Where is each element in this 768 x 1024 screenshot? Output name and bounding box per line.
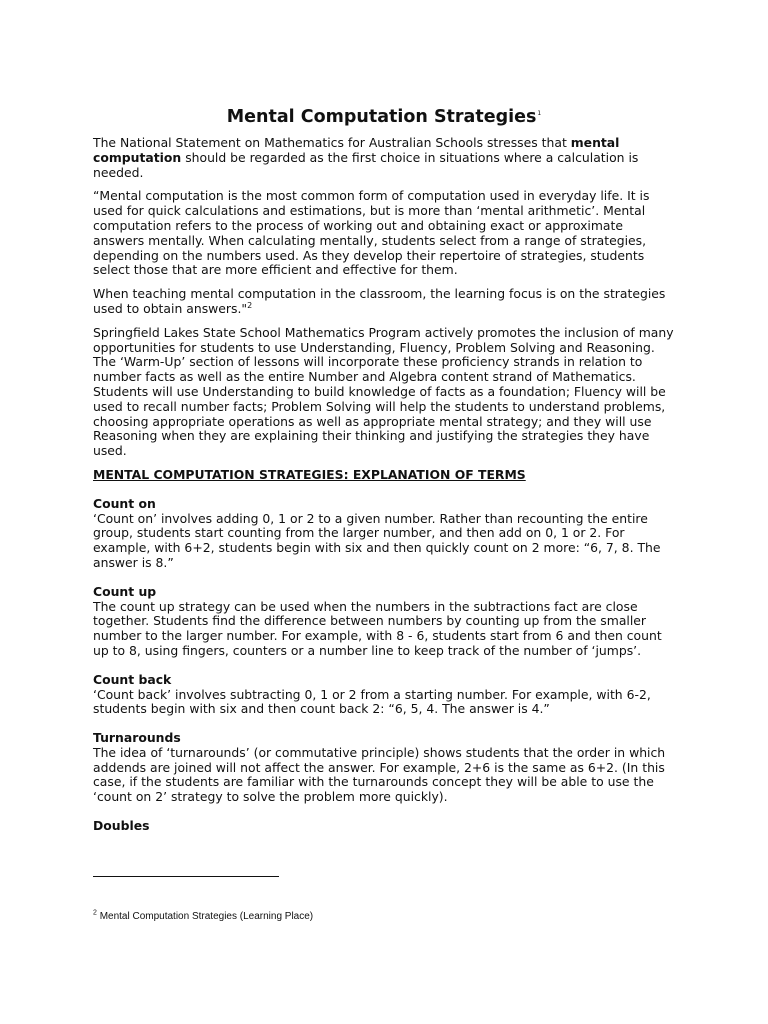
term-description: ‘Count on’ involves adding 0, 1 or 2 to a given number. Rather than recounting the entire group, students start counting from the larger number, and then add on 0, 1 or 2. For example, with 6+2, students begin with six and then quickly count on 2 more: “6, 7, 8. The answer is 8.” bbox=[93, 510, 661, 570]
title-footnote-mark: 1 bbox=[537, 110, 542, 117]
title-text: Mental Computation Strategies bbox=[226, 106, 537, 127]
section-heading: MENTAL COMPUTATION STRATEGIES: EXPLANATION OF TERMS bbox=[93, 466, 526, 482]
footnote bbox=[93, 910, 593, 924]
term-heading: Count up bbox=[93, 583, 157, 599]
intro-text-after: should be regarded as the first choice in situations where a calculation is needed. bbox=[93, 149, 639, 180]
program-paragraph: Springfield Lakes State School Mathematics Program actively promotes the inclusion of many opportunities for students to use Understanding, Fluency, Problem Solving and Reasoning. The ‘Warm-Up’ section of lessons will incorporate these proficiency strands in relation to number facts as well as the entire Number and Algebra content strand of Mathematics. Students will use Understanding to build knowledge of facts as a foundation; Fluency will be used to recall number facts; Problem Solving will help the students to understand problems, choosing appropriate operations as well as appropriate mental strategy; and they will use Reasoning when they are explaining their thinking and justifying the strategies they have used. bbox=[93, 324, 674, 459]
term-doubles bbox=[93, 819, 678, 834]
intro-text-before: The National Statement on Mathematics for Australian Schools stresses that bbox=[93, 135, 571, 150]
quote-paragraph-2-text: When teaching mental computation in the classroom, the learning focus is on the strategies used to obtain answers." bbox=[93, 286, 666, 316]
term-turnarounds bbox=[93, 731, 678, 805]
footnote-mark: 2 bbox=[93, 909, 97, 917]
footnote-text: Mental Computation Strategies (Learning Place) bbox=[99, 911, 314, 922]
term-heading: Count on bbox=[93, 495, 156, 511]
quote-paragraph-2 bbox=[93, 287, 678, 317]
intro-paragraph bbox=[93, 136, 678, 180]
page-title bbox=[93, 101, 675, 130]
term-description: The count up strategy can be used when the numbers in the subtractions fact are close together. Students find the difference between numbers by counting up from the smaller number to the larger number. For example, with 8 - 6, students start from 6 and then count up to 8, using fingers, counters or a number line to keep track of the number of ‘jumps’. bbox=[93, 598, 662, 658]
quote-footnote-mark: 2 bbox=[247, 300, 253, 310]
footnote-separator bbox=[93, 876, 279, 877]
document-body bbox=[93, 136, 678, 848]
term-count-on bbox=[93, 497, 678, 571]
term-heading: Count back bbox=[93, 671, 172, 687]
term-description: The idea of ‘turnarounds’ (or commutative principle) shows students that the order in which addends are joined will not affect the answer. For example, 2+6 is the same as 6+2. (In this case, if the students are familiar with the turnarounds concept they will be able to use the ‘count on 2’ strategy to solve the problem more quickly). bbox=[93, 744, 666, 805]
intro-bold-term: mental computation bbox=[93, 135, 620, 165]
term-count-back bbox=[93, 673, 678, 717]
term-count-up bbox=[93, 585, 678, 659]
quote-paragraph-1: “Mental computation is the most common form of computation used in everyday life. It is used for quick calculations and estimations, but is more than ‘mental arithmetic’. Mental computation refers to the process of working out and obtaining exact or approximate answers mentally. When calculating mentally, students select from a range of strategies, depending on the numbers used. As they develop their repertoire of strategies, students select those that are more efficient and effective for them. bbox=[93, 188, 650, 278]
term-heading: Doubles bbox=[93, 818, 150, 834]
term-heading: Turnarounds bbox=[93, 730, 181, 746]
term-description: ‘Count back’ involves subtracting 0, 1 or 2 from a starting number. For example, with 6-2, students begin with six and then count back 2: “6, 5, 4. The answer is 4.” bbox=[93, 686, 651, 717]
